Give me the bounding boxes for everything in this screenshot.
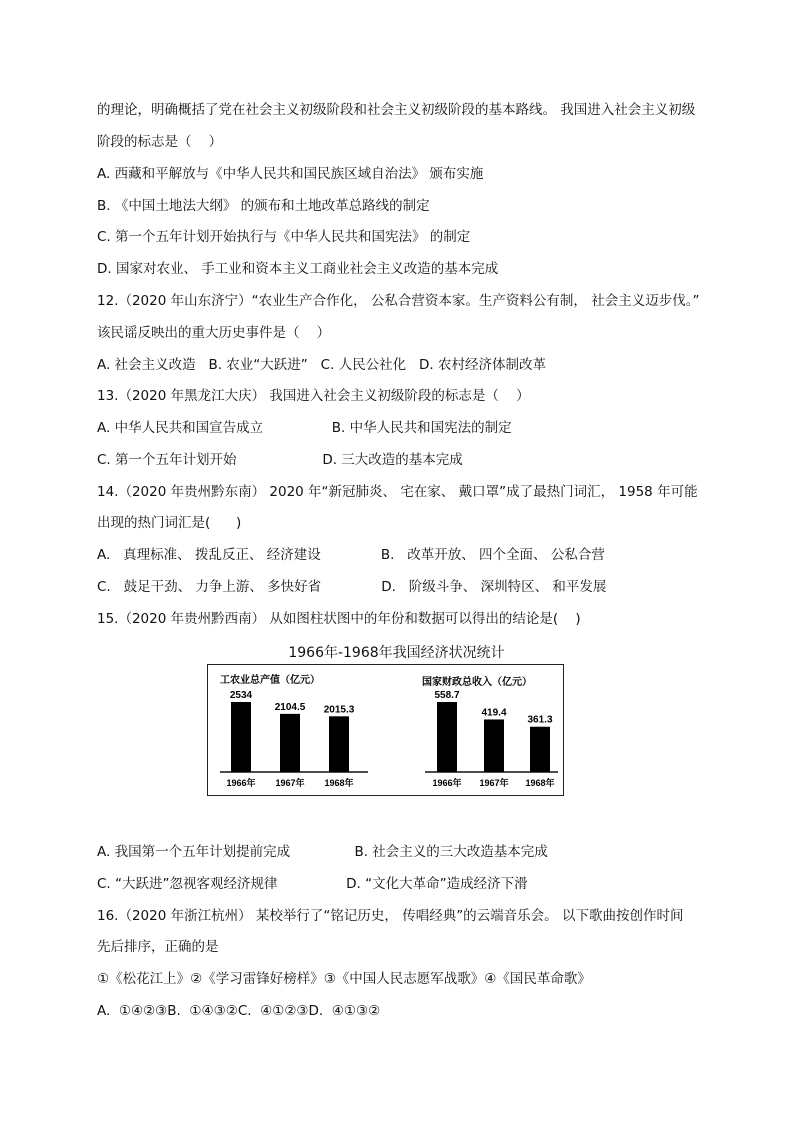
text-line: 阶段的标志是（ ） [97,134,223,150]
data-label: 2104.5 [274,701,306,713]
bar [231,702,251,772]
option-line: A. 西藏和平解放与《中华人民共和国民族区域自治法》 颁布实施 [97,166,484,182]
text-line: 该民谣反映出的重大历史事件是（ ） [97,325,331,341]
tick-label: 1966年 [432,778,462,788]
bar [484,719,504,772]
tick-label: 1967年 [479,778,509,788]
text-line: 先后排序，正确的是 [97,939,219,955]
option-line: B. 《中国土地法大纲》 的颁布和土地改革总路线的制定 [97,198,430,214]
chart-frame [207,664,564,796]
bar-chart [208,665,563,795]
option-line: C. 鼓足干劲、 力争上游、 多快好省 D. 阶级斗争、 深圳特区、 和平发展 [97,579,607,595]
option-line: A. 社会主义改造 B. 农业“大跃进” C. 人民公社化 D. 农村经济体制改革 [97,357,547,373]
text-line: ①《松花江上》②《学习雷锋好榜样》③《中国人民志愿军战歌》④《国民革命歌》 [97,971,591,987]
option-line: A. 真理标准、 拨乱反正、 经济建设 B. 改革开放、 四个全面、 公私合营 [97,547,605,563]
panel-label: 工农业总产值（亿元） [220,675,320,686]
option-line: C. 第一个五年计划开始执行与《中华人民共和国宪法》 的制定 [97,229,471,245]
option-line: C. 第一个五年计划开始 D. 三大改造的基本完成 [97,452,463,468]
tick-label: 1966年 [226,778,256,788]
question-line: 15.（2020 年贵州黔西南） 从如图柱状图中的年份和数据可以得出的结论是( ) [97,611,581,627]
option-line: A. ①④②③B. ①④③②C. ④①②③D. ④①③② [97,1003,381,1019]
chart-title: 1966年-1968年我国经济状况统计 [288,645,505,661]
option-line: A. 中华人民共和国宣告成立 B. 中华人民共和国宪法的制定 [97,420,512,436]
option-line: D. 国家对农业、 手工业和资本主义工商业社会主义改造的基本完成 [97,261,499,277]
question-line: 14.（2020 年贵州黔东南） 2020 年“新冠肺炎、 宅在家、 戴口罩”成了最热门词汇， 1958 年可能 [97,484,698,500]
tick-label: 1968年 [324,778,354,788]
data-label: 419.4 [481,707,507,719]
tick-label: 1968年 [525,778,555,788]
text-line: 出现的热门词汇是( ) [97,515,242,531]
text-line: 的理论，明确概括了党在社会主义初级阶段和社会主义初级阶段的基本路线。 我国进入社会主义初级 [97,102,696,118]
panel-label: 国家财政总收入（亿元） [422,677,532,688]
bar [530,727,550,772]
bar [329,716,349,772]
bar [280,714,300,772]
data-label: 2534 [229,690,253,701]
data-label: 558.7 [434,690,460,701]
tick-label: 1967年 [275,778,305,788]
option-line: C. “大跃进”忽视客观经济规律 D. “文化大革命”造成经济下滑 [97,876,528,892]
data-label: 2015.3 [323,704,355,716]
question-line: 13.（2020 年黑龙江大庆） 我国进入社会主义初级阶段的标志是（ ） [97,388,530,404]
bar [437,702,457,772]
option-line: A. 我国第一个五年计划提前完成 B. 社会主义的三大改造基本完成 [97,844,548,860]
question-line: 12.（2020 年山东济宁）“农业生产合作化， 公私合营资本家。生产资料公有制， 社会主义迈步伐。” [97,293,700,309]
question-line: 16.（2020 年浙江杭州） 某校举行了“铭记历史， 传唱经典”的云端音乐会。 以下歌曲按创作时间 [97,908,684,924]
data-label: 361.3 [527,714,553,726]
